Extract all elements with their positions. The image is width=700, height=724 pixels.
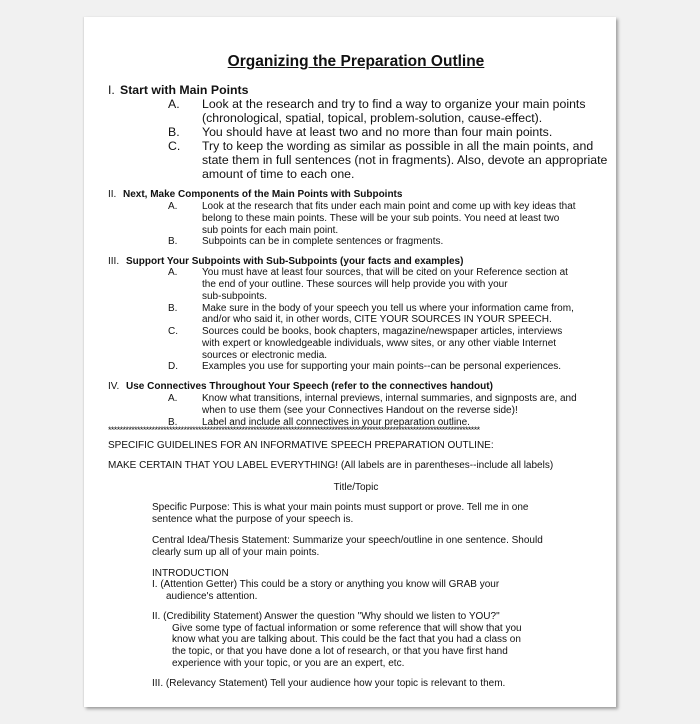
introduction-heading: INTRODUCTION (152, 568, 229, 579)
section-3-item-b-line: Make sure in the body of your speech you tell us where your information came from, (202, 303, 574, 314)
section-1-item-c-letter: C. (168, 139, 181, 153)
guidelines-heading: SPECIFIC GUIDELINES FOR AN INFORMATIVE SPEECH PREPARATION OUTLINE: (108, 440, 494, 451)
star-separator: ******************************************************************************************************************************** (108, 426, 480, 434)
section-3-item-a-line: the end of your outline. These sources will help provide you with your (202, 279, 508, 290)
section-3-item-d-line: Examples you use for supporting your main points--can be personal experiences. (202, 361, 562, 372)
introduction-item-2-line: Give some type of factual information or some reference that will show that you (172, 623, 522, 634)
section-3-item-c-line: Sources could be books, book chapters, magazine/newspaper articles, interviews (202, 326, 563, 337)
section-4-item-b-line: Label and include all connectives in your preparation outline. (202, 417, 470, 428)
introduction-item-3-line: III. (Relevancy Statement) Tell your audience how your topic is relevant to them. (152, 678, 506, 689)
specific-purpose-line: Specific Purpose: This is what your main points must support or prove. Tell me in one (152, 502, 529, 513)
introduction-item-1-line: audience's attention. (166, 591, 258, 602)
introduction-item-1-line: I. (Attention Getter) This could be a story or anything you know will GRAB your (152, 579, 500, 590)
document-page (84, 17, 616, 707)
label-instruction: MAKE CERTAIN THAT YOU LABEL EVERYTHING! (All labels are in parentheses--include all labels) (108, 460, 554, 471)
section-4-number: IV. (108, 381, 120, 392)
section-1-item-a-line: Look at the research and try to find a way to organize your main points (202, 97, 586, 111)
page-title: Organizing the Preparation Outline (227, 53, 485, 70)
section-2-number: II. (108, 189, 117, 200)
section-4-item-a-line: Know what transitions, internal previews, internal summaries, and signposts are, and (202, 393, 577, 404)
section-3-heading: Support Your Subpoints with Sub-Subpoints (your facts and examples) (126, 256, 464, 267)
section-1-number: I. (108, 83, 115, 97)
section-1-item-c-line: amount of time to each one. (202, 167, 355, 181)
section-4-item-b-letter: B. (168, 417, 178, 428)
section-2-item-a-line: belong to these main points. These will be your sub points. You need at least two (202, 213, 560, 224)
section-2-item-a-line: Look at the research that fits under each main point and come up with key ideas that (202, 201, 576, 212)
introduction-item-2-line: know what you are talking about. This could be the fact that you had a class on (172, 634, 521, 645)
section-1-heading: Start with Main Points (120, 83, 249, 97)
section-1-item-a-line: (chronological, spatial, topical, problem-solution, cause-effect). (202, 111, 543, 125)
section-3-number: III. (108, 256, 120, 267)
section-3-item-a-letter: A. (168, 267, 178, 278)
central-idea-line: Central Idea/Thesis Statement: Summarize your speech/outline in one sentence. Should (152, 535, 543, 546)
section-2-item-b-line: Subpoints can be in complete sentences or fragments. (202, 236, 444, 247)
section-3-item-c-line: sources or electronic media. (202, 350, 328, 361)
section-3-item-b-line: and/or who said it, in other words, CITE YOUR SOURCES IN YOUR SPEECH. (202, 314, 552, 325)
section-3-item-a-line: You must have at least four sources, that will be cited on your Reference section at (202, 267, 568, 278)
section-1-item-c-line: state them in full sentences (not in fragments). Also, devote an appropriate (202, 153, 608, 167)
section-3-item-a-line: sub-subpoints. (202, 291, 268, 302)
section-3-item-c-line: with expert or knowledgeable individuals, www sites, or any other viable Internet (202, 338, 557, 349)
section-3-item-c-letter: C. (168, 326, 178, 337)
section-1-item-b-line: You should have at least two and no more than four main points. (202, 125, 553, 139)
introduction-item-2-line: experience with your topic, or you are an expert, etc. (172, 658, 405, 669)
section-2-item-b-letter: B. (168, 236, 178, 247)
section-4-item-a-line: when to use them (see your Connectives Handout on the reverse side)! (202, 405, 518, 416)
title-topic: Title/Topic (333, 482, 379, 493)
section-3-item-b-letter: B. (168, 303, 178, 314)
specific-purpose-line: sentence what the purpose of your speech is. (152, 514, 354, 525)
central-idea-line: clearly sum up all of your main points. (152, 547, 320, 558)
introduction-item-2-line: the topic, or that you have done a lot of research, or that you have first hand (172, 646, 508, 657)
section-2-heading: Next, Make Components of the Main Points with Subpoints (123, 189, 403, 200)
section-4-heading: Use Connectives Throughout Your Speech (refer to the connectives handout) (126, 381, 493, 392)
section-4-item-a-letter: A. (168, 393, 178, 404)
section-3-item-d-letter: D. (168, 361, 178, 372)
introduction-item-2-line: II. (Credibility Statement) Answer the question "Why should we listen to YOU?" (152, 611, 500, 622)
section-1-item-b-letter: B. (168, 125, 180, 139)
section-1-item-a-letter: A. (168, 97, 180, 111)
section-2-item-a-line: sub points for each main point. (202, 225, 339, 236)
section-1-item-c-line: Try to keep the wording as similar as possible in all the main points, and (202, 139, 594, 153)
section-2-item-a-letter: A. (168, 201, 178, 212)
